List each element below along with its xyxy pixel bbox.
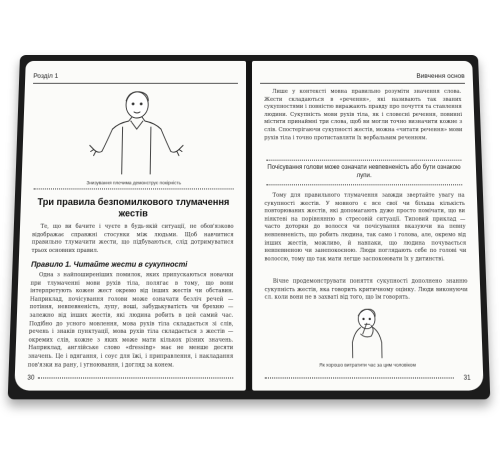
left-footer-line [38, 377, 233, 378]
right-page-number: 31 [463, 375, 471, 382]
caption-divider [34, 188, 234, 189]
right-body-text: Тому для правильного тлумачення завжди звертайте увагу на сукупності жестів. У мовного є все свої чи більша кількість повторюваних жестів, які допомагають дуже просто помічати, що ви ніяктеві на порівнянню в стресовій ситуації. Типовий приклад — часто доторки до волосся чи почісування вказуючи на певну невпевненість, що робить людина, так само і голова, але, окремо від інших жестів, можливо, й навпаки, що людина почувається невпевненою чи занепокоєною. Люди поглядають себе по голові чи волоссю, тому що так мати легше заспокоювати їх у дитинстві. [264, 192, 467, 263]
right-page [252, 61, 484, 391]
section-heading: Три правила безпомилкового тлумачення жестів [37, 196, 230, 219]
right-body-text-2: Вічне продемонструвати поняття сукупності дополнено знанню сукупність жестів, яка говорить критичному оцінку. Люди виконуючи сл. коли вони не в захваті від того, що їм говорять. [264, 278, 468, 301]
right-top-text: Лише у контексті мовна правильно розуміти значення слова. Жести складаються в «речення», які називають так званих сукупностями і повністю виражають правду про почуття та ставлення людини. Сукупність мови рухів тіла, як і словесні речення, повинні містити принаймні три слова, щоб ви могли точно визначити кожне з слів. Спостерігаючи сукупності жестів, можна «читати речення» мови рухів тіла і точно протиставляти їх вербальним реченням. [264, 88, 463, 141]
rule-1-text: Одна з найпоширеніших помилок, яких припускаються новачки при тлумаченні мови рухів тіла, полягає в тому, що вони інтерпретують кожен жест окремо від інших жестів чи обставин. Наприклад, почісування голови може означати безліч речей — потіння, невпевненість, лупу, воші, забудькуватість чи брехню — залежно від інших жестів, які людина робить в цей самий час. Подібно до усного мовлення, мова рухів тіла складається зі слів, речень і знаків пунктуації, мова рухів тіла складається з жестів — окремих слів, кожне з яких може мати кількох різних значень. Наприклад, англійське слово «dressing» має не менше десяти значень. Це і вдягання, і соус для їжі, і приправлення, і накладання пов'язки на рану, і угноювання, і догляд за конем. [27, 272, 234, 369]
rule-1-title: Правило 1. Читайте жести в сукупності [30, 259, 188, 269]
left-header-text: Розділ 1 [33, 72, 59, 80]
left-page [14, 61, 246, 391]
right-caption: Як хорошо витратити час за цим чоловіком [319, 362, 416, 368]
left-intro-text: Те, що ви бачите і чуєте в будь-якій ситуації, не обов'язково відображає справжні стосунки між людьми. Щоб навчитися правильно тлумачити жести, що підбуваються, слід дотримуватися трьох основних правил. [31, 223, 234, 254]
left-page-header [33, 71, 238, 84]
shrugging-man-illustration [87, 87, 186, 176]
callout-bottom-line [266, 184, 462, 185]
left-page-number: 30 [27, 375, 35, 382]
right-header-text: Вивчення основ [416, 72, 465, 80]
callout-quote: Почісування голови може означати невпевненість або бути ознакою лупи. [267, 164, 461, 180]
right-page-header [260, 71, 465, 84]
callout-top-line [266, 160, 461, 161]
left-caption: Знизування плечима демонструє покірність [86, 180, 182, 186]
critical-evaluation-illustration [339, 306, 394, 360]
open-book [8, 55, 491, 399]
right-footer-line [265, 377, 454, 378]
